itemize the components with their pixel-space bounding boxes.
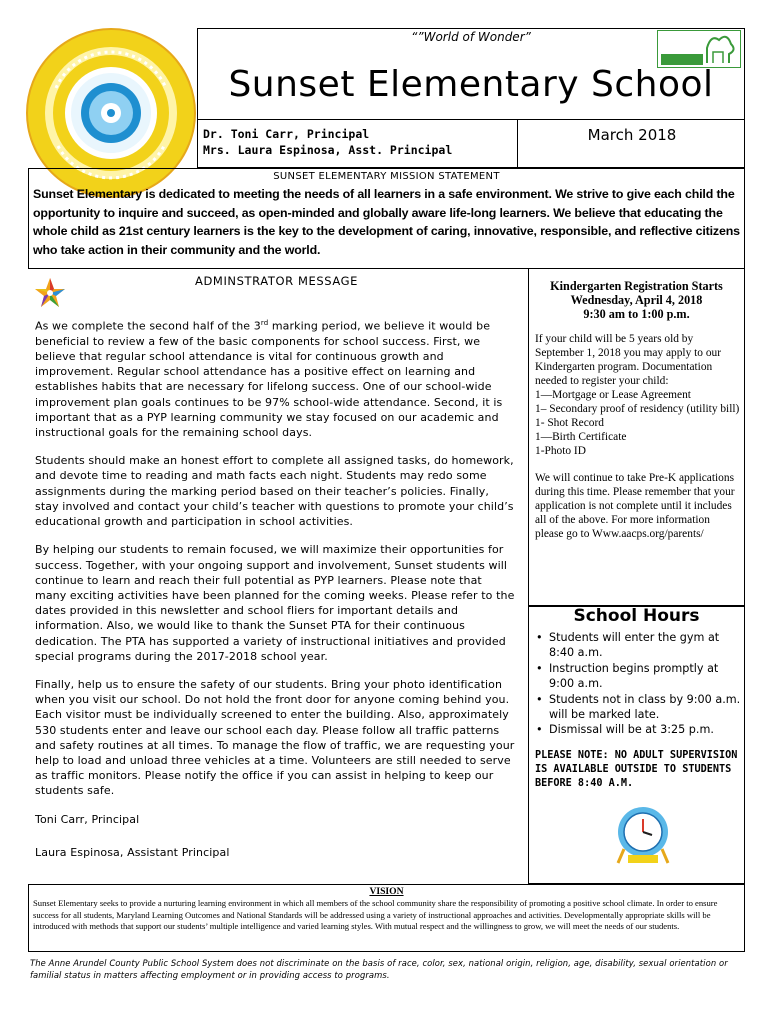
kindergarten-title: Kindergarten Registration Starts Wednesday, April 4, 2018 9:30 am to 1:00 p.m. xyxy=(550,279,723,321)
vision-text: Sunset Elementary seeks to provide a nurturing learning environment in which all members of the school community share the responsibility of promoting a positive school climate. In order to ensure success for all students, Maryland Learning Outcomes and National Standards will be addressed using a variety of instructional approaches and activities. Developmentally appropriate skills will be introduced with methods that support our students’ multiple intelligence and varied learning styles. With mutual respect and the willingness to grow, we will meet the needs of our students. xyxy=(33,898,718,932)
document-item: 1-Photo ID xyxy=(535,445,586,457)
administrators xyxy=(203,126,452,158)
school-hours-list xyxy=(535,630,741,738)
divider xyxy=(197,119,745,120)
school-hours-title: School Hours xyxy=(573,606,700,626)
document-item: 1- Shot Record xyxy=(535,417,604,429)
ib-star-icon xyxy=(34,277,66,309)
admin-paragraph: As we complete the second half of the 3rd marking period, we believe it would be beneficial to review a few of the basic components for school success. First, we believe that regular school attendance is vital for continuous growth and improvement. Regular school attendance has a positive effect on learning and establishes habits that are necessary for lifelong success. One of our school-wide improvement plan goals continues to be 97% school-wide attendance. Second, it is important that as a PYP learning community we stay focused on our academic and instructional goals for the remaining school days. xyxy=(35,319,503,440)
document-item: 1—Mortgage or Lease Agreement xyxy=(535,389,691,401)
mission-text: Sunset Elementary is dedicated to meeting the needs of all learners in a safe environment. We strive to give each child the opportunity to inquire and succeed, as open-minded and globally aware life-long learners. We believe that educating the whole child as 21st century learners is the key to the development of caring, innovative, responsible, and reflective citizens who take action in their community and the world. xyxy=(33,187,740,257)
list-item: • Students not in class by 9:00 a.m. will be marked late. xyxy=(535,692,741,723)
green-schools-logo xyxy=(657,30,741,68)
document-item: 1—Birth Certificate xyxy=(535,431,627,443)
vision-title: VISION xyxy=(369,886,404,897)
principal-name: Dr. Toni Carr, Principal xyxy=(203,127,370,141)
kindergarten-body xyxy=(535,332,741,541)
list-item: • Instruction begins promptly at 9:00 a.m. xyxy=(535,661,741,692)
prek-note: We will continue to take Pre-K applications during this time. Please remember that your application is not complete until it includes all of the above. For more information please go to Www.aacps.org/parents/ xyxy=(535,472,735,540)
issue-date: March 2018 xyxy=(587,126,677,144)
nondiscrimination-footer: The Anne Arundel County Public School System does not discriminate on the basis of race, color, sex, national origin, religion, age, disability, sexual orientation or familial status in matters affecting employment or in providing access to programs. xyxy=(30,958,728,980)
list-item: • Dismissal will be at 3:25 p.m. xyxy=(535,722,741,737)
admin-paragraph: Finally, help us to ensure the safety of our students. Bring your photo identification when you visit our school. Do not hold the front door for anyone coming behind you. Each visitor must be individually screened to enter the building. Also, approximately 530 students enter and leave our school each day. Please follow all traffic patterns and safety routines at all times. To manage the flow of traffic, we are requesting your help to load and unload three vehicles at a time. Volunteers are still needed to serve as traffic monitors. Please notify the office if you can assist in helping to keep our students safe. xyxy=(35,677,515,798)
asst-principal-name: Mrs. Laura Espinosa, Asst. Principal xyxy=(203,143,453,157)
divider xyxy=(517,119,518,168)
mission-title: SUNSET ELEMENTARY MISSION STATEMENT xyxy=(273,171,500,182)
document-item: 1– Secondary proof of residency (utility bill) xyxy=(535,403,740,415)
admin-message-title: ADMINSTRATOR MESSAGE xyxy=(195,274,359,288)
tagline: “”World of Wonder” xyxy=(411,30,531,44)
admin-paragraph: By helping our students to remain focused, we will maximize their opportunities for success. Together, with your ongoing support and involvement, Sunset students will continue to learn and reach their full potential as PYP learners. Please note that many exciting activities have been planned for the coming weeks. Please refer to the dates provided in this newsletter and school fliers for important details and information. Also, we would like to thank the Sunset PTA for their continuous dedication. The PTA has supported a variety of instructional initiatives and provided special programs during the 2017-2018 school year. xyxy=(35,543,515,663)
kindergarten-intro: If your child will be 5 years old by September 1, 2018 you may apply to our Kindergarten program. Documentation needed to register your child: xyxy=(535,333,722,387)
principal-signature: Toni Carr, Principal xyxy=(35,812,140,826)
admin-paragraph: Students should make an honest effort to complete all assigned tasks, do homework, and devote time to reading and math facts each night. Students may redo some assignments during the marking period based on their teacher’s policies. Finally, stay involved and contact your child’s teacher with questions to promote your child’s educational growth and participation in school activities. xyxy=(35,454,514,529)
admin-message xyxy=(35,316,516,873)
asst-principal-signature: Laura Espinosa, Assistant Principal xyxy=(35,845,230,859)
school-name-title: Sunset Elementary School xyxy=(228,64,714,105)
list-item: • Students will enter the gym at 8:40 a.m. xyxy=(535,630,741,661)
supervision-note: PLEASE NOTE: NO ADULT SUPERVISION IS AVAILABLE OUTSIDE TO STUDENTS BEFORE 8:40 A.M. xyxy=(535,750,738,789)
clock-icon xyxy=(614,805,672,867)
